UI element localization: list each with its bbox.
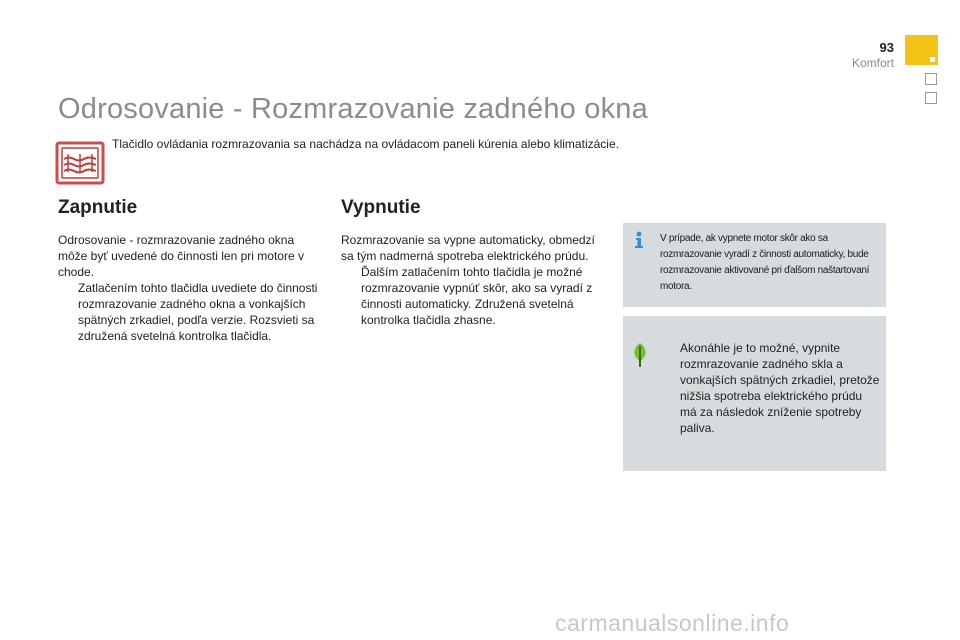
bullet-icon <box>660 340 680 436</box>
zapnutie-paragraph: Odrosovanie - rozmrazovanie zadného okna môže byť uvedené do činnosti len pri motore v chode. <box>58 233 304 279</box>
chapter-tab[interactable] <box>925 73 937 85</box>
info-note-text: V prípade, ak vypnete motor skôr ako sa rozmrazovanie vyradí z činnosti automaticky, bude rozmrazovanie aktivované pri ďalšom naštartovaní motora. <box>660 233 870 292</box>
bullet-icon <box>341 264 361 328</box>
info-icon <box>631 231 647 249</box>
vypnutie-section <box>341 197 599 328</box>
chapter-tab-active[interactable] <box>905 35 938 65</box>
zapnutie-section <box>58 197 320 344</box>
zapnutie-bullet <box>58 280 320 344</box>
chapter-tab[interactable] <box>925 92 937 104</box>
eco-note-text: Akonáhle je to možné, vypnite rozmrazovanie zadného skla a vonkajších spätných zrkadiel, pretože nižšia spotreba elektrického prúdu má za následok zníženie spotreby paliva. <box>680 341 880 435</box>
vypnutie-paragraph: Rozmrazovanie sa vypne automaticky, obmedzí sa tým nadmerná spotreba elektrického prúdu. <box>341 233 595 263</box>
section-label: Komfort <box>851 56 894 70</box>
rear-defrost-icon <box>55 141 105 191</box>
vypnutie-heading: Vypnutie <box>341 197 421 218</box>
vypnutie-bullet-text: Ďalším zatlačením tohto tlačidla je možné rozmrazovanie vypnúť skôr, ako sa vyradí z činnosti automaticky. Združená svetelná kontrolka tlačidla zhasne. <box>361 265 593 327</box>
eco-leaf-icon <box>631 342 649 368</box>
intro-text: Tlačidlo ovládania rozmrazovania sa nachádza na ovládacom paneli kúrenia alebo klimatizácie. <box>112 137 619 151</box>
vypnutie-bullet <box>341 264 599 328</box>
zapnutie-heading: Zapnutie <box>58 197 138 218</box>
eco-note <box>660 340 880 436</box>
page-title: Odrosovanie - Rozmrazovanie zadného okna <box>58 93 648 125</box>
bullet-icon <box>58 280 78 344</box>
page-number: 93 <box>879 40 894 55</box>
watermark: carmanualsonline.info <box>555 610 790 636</box>
zapnutie-bullet-text: Zatlačením tohto tlačidla uvediete do činnosti rozmrazovanie zadného okna a vonkajších spätných zrkadiel, podľa verzie. Rozsvieti sa združená svetelná kontrolka tlačidla. <box>78 281 318 343</box>
